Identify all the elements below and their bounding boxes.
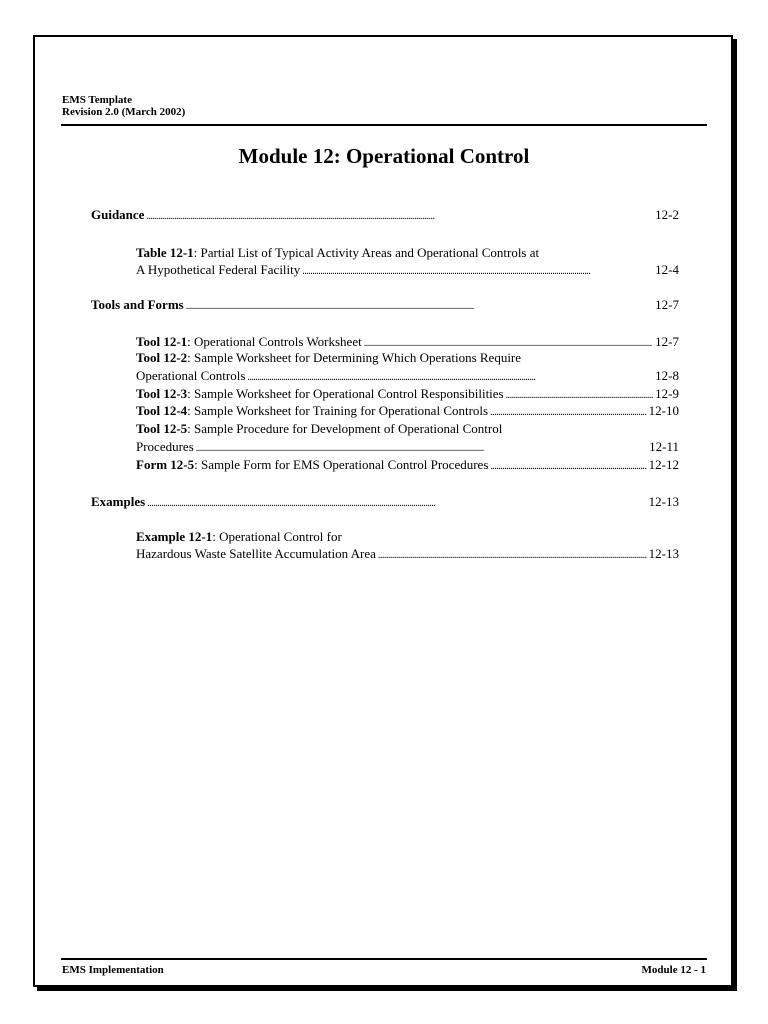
toc-entry-tool-12-5-line1[interactable] [136, 421, 502, 436]
toc-page-number: 12-8 [655, 368, 679, 383]
header-revision: Revision 2.0 (March 2002) [62, 106, 186, 118]
toc-page-number: 12-7 [655, 297, 679, 312]
toc-entry-tools-and-forms[interactable] [91, 297, 679, 314]
page-frame [33, 35, 733, 987]
toc-leader [490, 459, 646, 474]
toc-entry-tool-12-1[interactable] [136, 334, 679, 351]
toc-page-number: 12-2 [655, 207, 679, 222]
toc-section-label: Examples [91, 494, 146, 509]
toc-text: A Hypothetical Federal Facility [136, 262, 301, 277]
toc-page-number: 12-7 [655, 334, 679, 349]
toc-entry-examples[interactable] [91, 494, 679, 511]
toc-entry-example-12-1-line1[interactable] [136, 529, 342, 544]
footer-page-number: Module 12 - 1 [641, 964, 706, 976]
toc-text: Procedures [136, 439, 194, 454]
toc-leader [364, 336, 653, 351]
toc-text: : Operational Controls Worksheet [187, 334, 362, 349]
toc-text: : Sample Form for EMS Operational Control Procedures [194, 457, 489, 472]
toc-text: : Sample Procedure for Development of Operational Control [187, 421, 503, 436]
toc-page-number: 12-12 [648, 457, 679, 472]
toc-entry-guidance[interactable] [91, 207, 679, 224]
toc-section-label: Tools and Forms [91, 297, 184, 312]
toc-text: : Sample Worksheet for Training for Operational Controls [187, 403, 489, 418]
toc-entry-tool-12-4[interactable] [136, 403, 679, 420]
toc-entry-tool-12-2-line2[interactable] [136, 368, 679, 385]
toc-entry-table-12-1-line1[interactable] [136, 245, 539, 260]
toc-leader [196, 441, 647, 456]
toc-page-number: 12-9 [655, 386, 679, 401]
toc-entry-table-12-1-line2[interactable] [136, 262, 679, 279]
toc-entry-tool-12-3[interactable] [136, 386, 679, 403]
toc-page-number: 12-13 [648, 494, 679, 509]
toc-text: Hazardous Waste Satellite Accumulation Area [136, 546, 376, 561]
toc-leader [378, 548, 647, 563]
toc-leader [490, 405, 647, 420]
toc-page-number: 12-4 [655, 262, 679, 277]
footer-rule [61, 958, 707, 960]
toc-text: Operational Controls [136, 368, 246, 383]
toc-leader [247, 370, 653, 385]
toc-ref: Tool 12-2 [136, 350, 188, 365]
toc-ref: Table 12-1 [136, 245, 194, 260]
toc-leader [302, 264, 653, 279]
toc-leader [146, 209, 653, 224]
toc-ref: Form 12-5 [136, 457, 195, 472]
toc-text: : Partial List of Typical Activity Areas and Operational Controls at [193, 245, 540, 260]
toc-entry-tool-12-2-line1[interactable] [136, 350, 521, 365]
toc-section-label: Guidance [91, 207, 145, 222]
header-rule [61, 124, 707, 126]
toc-leader [186, 299, 653, 314]
toc-leader [147, 496, 646, 511]
toc-text: : Sample Worksheet for Determining Which Operations Require [187, 350, 522, 365]
footer-section-name: EMS Implementation [62, 964, 164, 976]
toc-ref: Tool 12-3 [136, 386, 188, 401]
toc-page-number: 12-13 [648, 546, 679, 561]
toc-ref: Example 12-1 [136, 529, 213, 544]
document-header [62, 94, 185, 118]
toc-text: : Operational Control for [212, 529, 342, 544]
toc-page-number: 12-10 [648, 403, 679, 418]
toc-entry-example-12-1-line2[interactable] [136, 546, 679, 563]
header-template-name: EMS Template [62, 94, 132, 106]
toc-page-number: 12-11 [649, 439, 679, 454]
toc-entry-tool-12-5-line2[interactable] [136, 439, 679, 456]
toc-text: : Sample Worksheet for Operational Control Responsibilities [187, 386, 504, 401]
module-title: Module 12: Operational Control [238, 144, 530, 168]
toc-ref: Tool 12-1 [136, 334, 188, 349]
toc-ref: Tool 12-4 [136, 403, 188, 418]
toc-ref: Tool 12-5 [136, 421, 188, 436]
toc-entry-form-12-5[interactable] [136, 457, 679, 474]
toc-leader [506, 388, 654, 403]
